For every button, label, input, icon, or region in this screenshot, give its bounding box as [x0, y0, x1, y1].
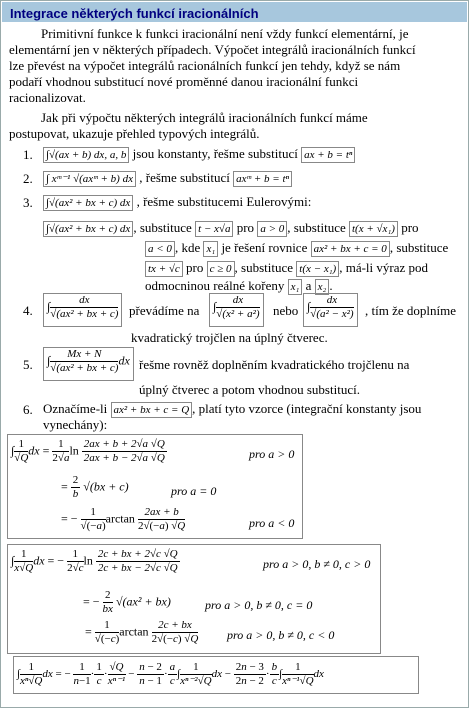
intro-line-4: podaří vhodnou substitucí nové proměnné danou iracionální funkci	[9, 74, 359, 89]
formula-1b: = $\frac{2}{b}$ √(bx + c)	[61, 474, 129, 500]
item-6-text: Označíme-li	[43, 401, 108, 416]
euler-cond-3: c ≥ 0	[207, 261, 235, 277]
item-4-text-4: kvadratický trojčlen na úplný čtverec.	[131, 330, 328, 345]
item-4-integral-3: ∫ $\frac{dx}{\text{√(a² − x²)}}$	[303, 293, 358, 327]
item-4-number: 4.	[23, 303, 33, 318]
euler-line-2	[145, 240, 448, 257]
item-3-text: , řešme substitucemi Eulerovými:	[136, 194, 312, 209]
euler-root: x₁	[203, 241, 218, 257]
intro-line-3: lze převést na výpočet integrálů racionálních funkcí jen tehdy, když se nám	[9, 58, 401, 73]
condition-3: pro a > 0, b ≠ 0, c < 0	[227, 628, 335, 642]
formula-box-3: ∫ $\frac{1}{\text{xⁿ√Q}}$ dx = − $\frac{1}{n-1}$ · $\frac{1}{c}$ · $\frac{√Q}{\text{xⁿ⁻¹}}$ − $\frac{n - 2}{n - 1}$ · $\frac{a}{c}$ ∫ $\frac{1}{\text{xⁿ⁻²√Q}}$ dx − $\frac{2n - 3}{2n - 2}$ · $\frac{b}{c}$ ∫ $\frac{1}{\text{xⁿ⁻¹√Q}}$ dx	[13, 656, 419, 694]
euler-root-1: x₁	[288, 279, 303, 295]
item-2	[43, 170, 292, 187]
formula-2b: = − $\frac{2}{bx}$ √(ax² + bx)	[83, 589, 171, 615]
euler-text: pro	[186, 260, 204, 275]
item-6-number: 6.	[23, 402, 33, 417]
condition-2: pro a > 0, b ≠ 0, c = 0	[205, 598, 313, 612]
euler-text: a	[305, 278, 312, 293]
euler-text: , substituce	[234, 260, 294, 275]
item-4-integral: ∫ $\frac{dx}{\text{√(ax² + bx + c)}}$	[43, 293, 122, 327]
item-2-substitution: axᵐ + b = tⁿ	[233, 171, 292, 187]
euler-text: odmocninou reálné kořeny	[145, 278, 285, 293]
item-1-substitution: ax + b = tⁿ	[301, 147, 355, 163]
euler-cond-1: a > 0	[257, 221, 287, 237]
item-2-integral: ∫ xᵐ⁻¹ √(axᵐ + b) dx	[43, 171, 136, 187]
euler-root-2: x₂	[315, 279, 330, 295]
item-1-integral: ∫√(ax + b) dx, a, b	[43, 147, 129, 163]
euler-sub-4: t(x − x₁)	[296, 261, 339, 277]
euler-line-1	[43, 220, 419, 237]
intro2-line-2: postupovat, ukazuje přehled typových integrálů.	[9, 126, 260, 141]
item-2-number: 2.	[23, 171, 33, 186]
item-6-text: , platí tyto vzorce (integrační konstanty jsou	[192, 401, 422, 416]
item-6-text-3: vynechány):	[43, 417, 108, 432]
euler-sub-3: tx + √c	[145, 261, 183, 277]
condition-1: pro a > 0, b ≠ 0, c > 0	[263, 557, 371, 571]
euler-text: , substituce	[389, 240, 449, 255]
item-3-number: 3.	[23, 195, 33, 210]
condition-a-positive: pro a > 0	[249, 447, 295, 461]
euler-text: pro	[401, 220, 419, 235]
condition-a-zero: pro a = 0	[171, 484, 217, 498]
intro-line-5: racionalizovat.	[9, 90, 86, 105]
euler-integral: ∫√(ax² + bx + c) dx	[43, 221, 133, 237]
item-6-definition: ax² + bx + c = Q	[111, 402, 193, 418]
item-6	[43, 401, 421, 418]
formula-2a: ∫ $\frac{1}{x√Q}$ dx = − $\frac{1}{2√c}$ ln $\frac{2c + bx + 2√c √Q}{2c + bx - 2√c √Q}$	[11, 548, 178, 574]
item-3-integral: ∫√(ax² + bx + c) dx	[43, 195, 133, 211]
euler-cond-2: a < 0	[145, 241, 175, 257]
item-4-text-2: nebo	[273, 303, 299, 318]
item-4-text-1: převádíme na	[129, 303, 200, 318]
formula-1c: = − $\frac{1}{√(-a)}$ arctan $\frac{2ax + b}{2√(-a) √Q}$	[61, 506, 186, 532]
item-5-text-1: řešme rovněž doplněním kvadratického trojčlenu na	[139, 357, 410, 372]
euler-sub-1: t − x√a	[195, 221, 233, 237]
euler-text: , substituce	[287, 220, 346, 235]
euler-text: , kde	[174, 240, 201, 255]
euler-text: .	[329, 278, 333, 293]
item-4-integral-2: ∫ $\frac{dx}{\text{√(x² + a²)}}$	[209, 293, 264, 327]
title-bar	[2, 2, 467, 22]
euler-equation: ax² + bx + c = 0	[311, 241, 390, 257]
item-2-text: , řešme substitucí	[139, 170, 230, 185]
item-5-integral: ∫ $\frac{Mx + N}{\text{√(ax² + bx + c)}}$ dx	[43, 347, 134, 381]
formula-1a: ∫ $\frac{1}{√Q}$ dx = $\frac{1}{2√a}$ ln $\frac{2ax + b + 2√a √Q}{2ax + b - 2√a √Q}$	[11, 438, 165, 464]
item-1	[43, 146, 355, 163]
intro-line-1: Primitivní funkce k funkci iracionální není vždy funkcí elementární, je	[41, 26, 409, 41]
euler-text: , substituce	[133, 220, 192, 235]
item-5-number: 5.	[23, 357, 33, 372]
item-1-text: jsou konstanty, řešme substitucí	[132, 146, 298, 161]
item-3	[43, 194, 311, 211]
item-5-text-2: úplný čtverec a potom vhodnou substitucí.	[139, 382, 360, 397]
euler-line-3	[145, 260, 428, 277]
euler-sub-2: t(x + √x₁)	[349, 221, 398, 237]
euler-text: , má-li výraz pod	[339, 260, 429, 275]
page-title: Integrace některých funkcí iracionálních	[10, 6, 259, 21]
formula-2c: = $\frac{1}{√(-c)}$ arctan $\frac{2c + bx}{2√(-c) √Q}$	[85, 619, 199, 645]
condition-a-negative: pro a < 0	[249, 516, 295, 530]
euler-text: pro	[236, 220, 255, 235]
item-1-number: 1.	[23, 147, 33, 162]
item-4-text-3: , tím že doplníme	[365, 303, 456, 318]
intro-line-2: elementární jen v některých případech. Výpočet integrálů iracionálních funkcí	[9, 42, 416, 57]
intro2-line-1: Jak při výpočtu některých integrálů iracionálních funkcí máme	[41, 110, 368, 125]
euler-text: je řešení rovnice	[221, 240, 308, 255]
